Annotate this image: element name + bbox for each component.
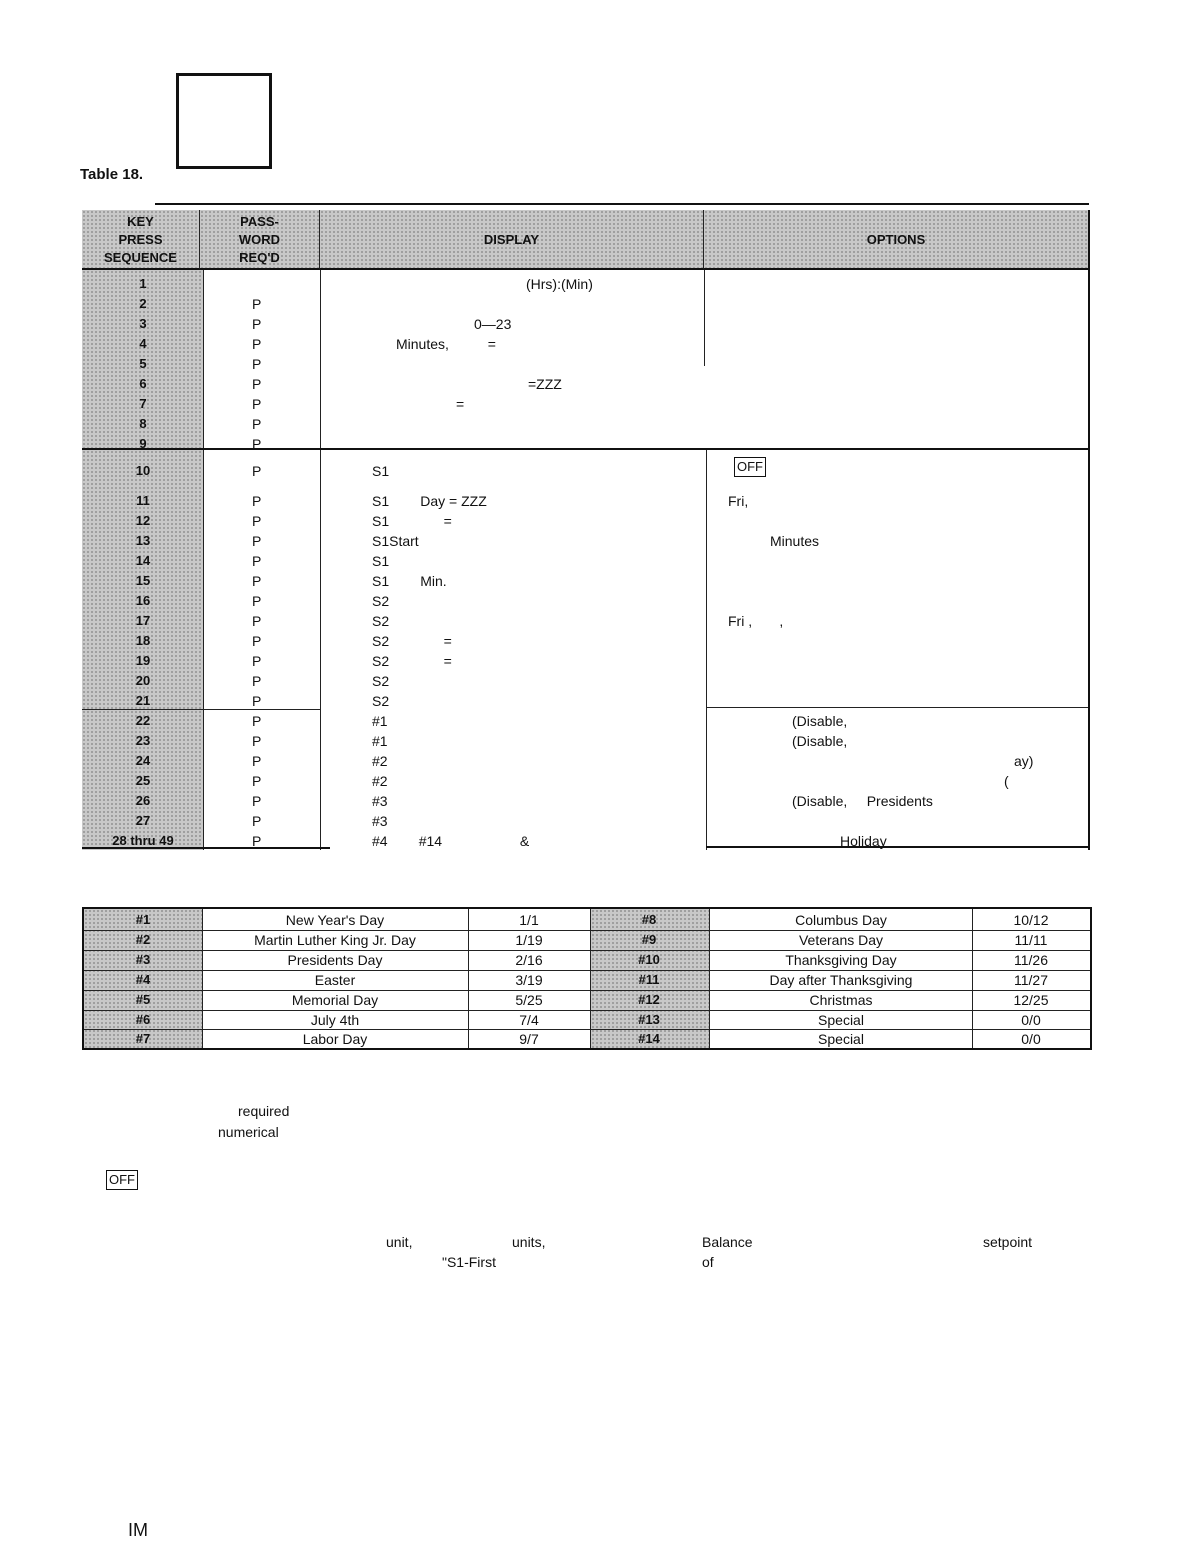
display-text-13: S1Start (372, 533, 419, 549)
display-text-1: (Hrs):(Min) (526, 276, 593, 292)
title-rule (155, 203, 1089, 205)
display-text-22: #1 (372, 713, 388, 729)
option-text-11: Fri, (728, 493, 749, 509)
display-text-6: =ZZZ (528, 376, 562, 392)
note-of: of (702, 1254, 714, 1270)
password-flag-27: P (252, 813, 262, 829)
key-press-10: 10 (135, 463, 151, 478)
holiday-name: Easter (314, 972, 356, 988)
password-flag-10: P (252, 463, 262, 479)
header-key-press-line-2: PRESS (118, 232, 163, 247)
password-flag-9: P (252, 436, 262, 452)
password-flag-6: P (252, 376, 262, 392)
password-flag-15: P (252, 573, 262, 589)
option-text-26: (Disable, Presidents (792, 793, 933, 809)
holiday-name: Special (818, 1031, 864, 1047)
header-password-line-2: WORD (238, 232, 281, 247)
key-press-19: 19 (135, 653, 151, 668)
password-flag-13: P (252, 533, 262, 549)
key-press-17: 17 (135, 613, 151, 628)
header-password-line-3: REQ'D (239, 250, 280, 265)
display-text-23: #1 (372, 733, 388, 749)
holiday-num: #3 (135, 952, 151, 967)
key-press-24: 24 (135, 753, 151, 768)
option-text-23: (Disable, (792, 733, 848, 749)
holiday-num: #9 (641, 932, 657, 947)
holiday-date: 1/1 (519, 912, 539, 928)
note-unit: unit, (386, 1234, 413, 1250)
holiday-name: Christmas (809, 992, 873, 1008)
display-text-4: Minutes, = (396, 336, 496, 352)
note-required: required (238, 1103, 290, 1119)
display-text-20: S2 (372, 673, 390, 689)
holiday-name: Memorial Day (291, 992, 379, 1008)
header-options-label: OPTIONS (866, 232, 926, 247)
key-press-28: 28 thru 49 (112, 833, 174, 848)
header-password (200, 210, 320, 270)
key-press-21: 21 (135, 693, 151, 708)
divider-display-options-top (704, 270, 705, 366)
holiday-name: New Year's Day (285, 912, 385, 928)
key-press-8: 8 (139, 416, 147, 431)
holiday-num: #2 (135, 932, 151, 947)
table-bottom-rule-right (706, 846, 1090, 848)
password-flag-8: P (252, 416, 262, 432)
holiday-name: Labor Day (302, 1031, 368, 1047)
password-flag-16: P (252, 593, 262, 609)
holiday-date: 2/16 (515, 952, 543, 968)
password-flag-18: P (252, 633, 262, 649)
key-press-7: 7 (139, 396, 147, 411)
key-press-13: 13 (135, 533, 151, 548)
section-rule-1 (82, 448, 1088, 450)
holiday-date: 10/12 (1013, 912, 1049, 928)
display-text-3: 0—23 (474, 316, 512, 332)
holiday-date: 3/19 (515, 972, 543, 988)
password-flag-24: P (252, 753, 262, 769)
key-press-26: 26 (135, 793, 151, 808)
display-text-15: S1 Min. (372, 573, 447, 589)
password-flag-17: P (252, 613, 262, 629)
key-press-4: 4 (139, 336, 147, 351)
password-flag-26: P (252, 793, 262, 809)
note-off-label: OFF (106, 1170, 138, 1190)
password-flag-12: P (252, 513, 262, 529)
password-flag-11: P (252, 493, 262, 509)
password-flag-2: P (252, 296, 262, 312)
holiday-name: Special (818, 1012, 864, 1028)
holiday-name: Veterans Day (798, 932, 884, 948)
holiday-name: Columbus Day (795, 912, 887, 928)
key-press-9: 9 (139, 436, 147, 451)
display-text-17: S2 (372, 613, 390, 629)
password-flag-21: P (252, 693, 262, 709)
password-flag-20: P (252, 673, 262, 689)
holiday-name: Martin Luther King Jr. Day (254, 932, 416, 948)
holiday-date: 0/0 (1021, 1031, 1041, 1047)
option-text-25: ( (1004, 773, 1009, 789)
header-key-press-line-1: KEY (127, 214, 154, 229)
holiday-num: #11 (638, 972, 660, 987)
header-key-press-line-3: SEQUENCE (104, 250, 177, 265)
holiday-num: #10 (638, 952, 660, 967)
holiday-table (82, 907, 1092, 1050)
password-flag-7: P (252, 396, 262, 412)
holiday-date: 12/25 (1013, 992, 1049, 1008)
key-press-22: 22 (135, 713, 151, 728)
key-press-23: 23 (135, 733, 151, 748)
display-text-28: #4 #14 & (372, 833, 530, 849)
option-text-22: (Disable, (792, 713, 848, 729)
display-text-10: S1 (372, 463, 390, 479)
note-s1-first: "S1-First (442, 1254, 496, 1270)
holiday-num: #7 (135, 1031, 151, 1046)
holiday-num: #5 (135, 992, 151, 1007)
display-text-25: #2 (372, 773, 388, 789)
display-text-14: S1 (372, 553, 390, 569)
key-press-11: 11 (136, 493, 150, 508)
key-press-18: 18 (135, 633, 151, 648)
password-flag-5: P (252, 356, 262, 372)
note-balance: Balance (702, 1234, 753, 1250)
display-text-19: S2 = (372, 653, 452, 669)
display-text-11: S1 Day = ZZZ (372, 493, 487, 509)
holiday-date: 9/7 (519, 1031, 539, 1047)
password-flag-22: P (252, 713, 262, 729)
key-press-5: 5 (139, 356, 147, 371)
holiday-num: #8 (641, 912, 657, 927)
display-text-16: S2 (372, 593, 390, 609)
password-flag-3: P (252, 316, 262, 332)
holiday-date: 1/19 (515, 932, 543, 948)
key-press-3: 3 (139, 316, 147, 331)
holiday-name: Thanksgiving Day (785, 952, 897, 968)
key-press-27: 27 (135, 813, 151, 828)
note-units: units, (512, 1234, 546, 1250)
section-rule-2 (706, 707, 1088, 708)
display-text-21: S2 (372, 693, 390, 709)
header-password-line-1: PASS- (240, 214, 279, 229)
option-text-13: Minutes (770, 533, 820, 549)
display-text-26: #3 (372, 793, 388, 809)
section-rule-2-key (82, 709, 320, 710)
holiday-num: #6 (135, 1012, 151, 1027)
note-setpoint: setpoint (983, 1234, 1033, 1250)
note-numerical: numerical (218, 1124, 279, 1140)
header-display (320, 210, 704, 270)
holiday-name: Day after Thanksgiving (769, 972, 913, 988)
holiday-date: 5/25 (515, 992, 543, 1008)
key-press-15: 15 (135, 573, 151, 588)
display-text-7: = (456, 396, 465, 412)
holiday-date: 0/0 (1021, 1012, 1041, 1028)
option-text-10 (734, 457, 766, 477)
key-press-14: 14 (135, 553, 151, 568)
off-key-label: OFF (734, 457, 766, 477)
key-press-12: 12 (135, 513, 151, 528)
option-text-24: ay) (1014, 753, 1034, 769)
key-press-2: 2 (139, 296, 147, 311)
holiday-date: 11/26 (1014, 952, 1048, 968)
key-press-25: 25 (135, 773, 151, 788)
option-text-28: Holiday (840, 833, 887, 849)
note-off-box (106, 1170, 138, 1190)
holiday-num: #14 (638, 1031, 660, 1046)
header-display-label: DISPLAY (483, 232, 540, 247)
holiday-name: Presidents Day (287, 952, 383, 968)
divider-password-display (320, 270, 321, 850)
key-sequence-table (82, 210, 1090, 850)
holiday-num: #13 (638, 1012, 660, 1027)
password-flag-14: P (252, 553, 262, 569)
footer-im: IM (128, 1520, 148, 1540)
header-options (704, 210, 1088, 270)
key-press-1: 1 (139, 276, 147, 291)
holiday-date: 11/27 (1014, 972, 1048, 988)
password-flag-4: P (252, 336, 262, 352)
holiday-num: #1 (135, 912, 151, 927)
display-text-18: S2 = (372, 633, 452, 649)
holiday-date: 7/4 (519, 1012, 539, 1028)
divider-display-options-bottom (706, 448, 707, 850)
password-flag-25: P (252, 773, 262, 789)
option-text-17: Fri , , (728, 613, 784, 629)
holiday-num: #4 (135, 972, 151, 987)
holiday-date: 11/11 (1014, 932, 1048, 948)
header-key-press (82, 210, 200, 270)
holiday-name: July 4th (310, 1012, 360, 1028)
key-press-16: 16 (135, 593, 151, 608)
password-flag-19: P (252, 653, 262, 669)
display-text-12: S1 = (372, 513, 452, 529)
key-press-20: 20 (135, 673, 151, 688)
key-symbol-box (176, 73, 272, 169)
password-flag-28: P (252, 833, 262, 849)
password-flag-23: P (252, 733, 262, 749)
table-title: Table 18. (80, 166, 144, 183)
holiday-num: #12 (638, 992, 660, 1007)
display-text-27: #3 (372, 813, 388, 829)
key-press-6: 6 (139, 376, 147, 391)
display-text-24: #2 (372, 753, 388, 769)
